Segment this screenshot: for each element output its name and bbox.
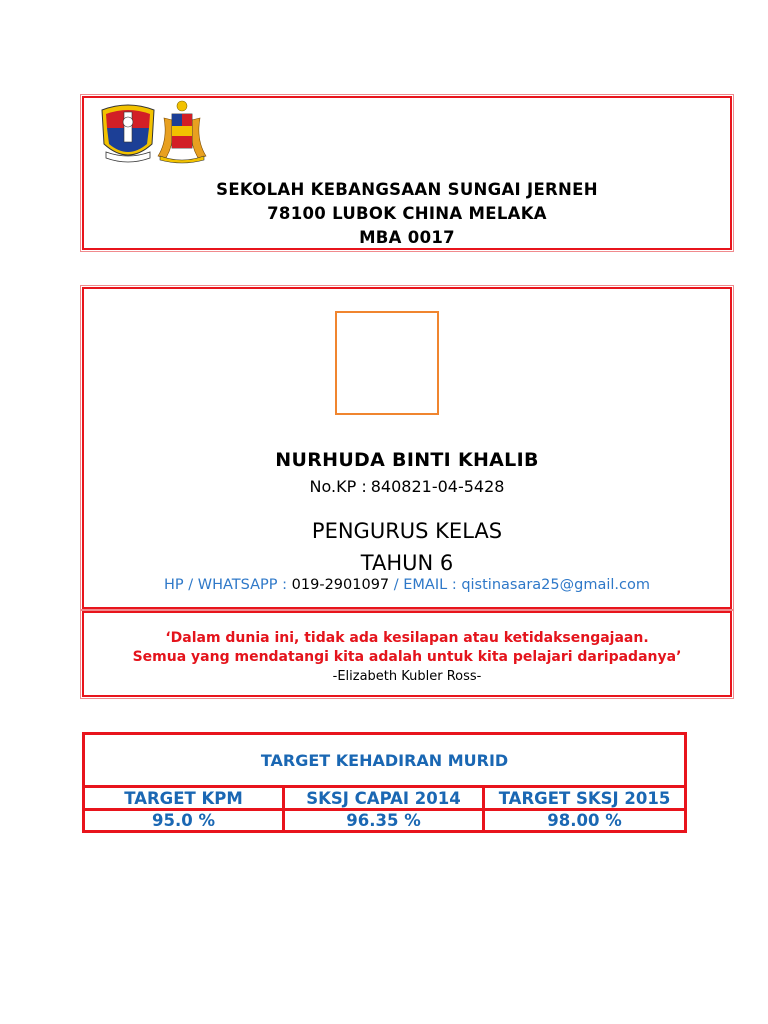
role-title: PENGURUS KELAS	[311, 519, 503, 543]
email-address[interactable]: qistinasara25@gmail.com	[461, 577, 650, 593]
header-target-sksj-2015: TARGET SKSJ 2015	[484, 787, 686, 810]
person-name: NURHUDA BINTI KHALIB	[275, 449, 539, 471]
value-target-sksj-2015: 98.00 %	[484, 810, 686, 832]
school-logos	[98, 100, 208, 166]
class-name: TAHUN 6	[360, 551, 454, 575]
school-header-box	[82, 96, 732, 250]
phone-label: HP / WHATSAPP :	[164, 577, 288, 593]
role-block	[84, 515, 730, 579]
state-coat-of-arms-icon	[158, 101, 206, 163]
photo-placeholder	[335, 311, 439, 415]
quote-text	[84, 629, 730, 667]
school-name: SEKOLAH KEBANGSAAN SUNGAI JERNEH	[216, 180, 598, 199]
ic-label: No.KP :	[309, 477, 367, 496]
header-target-kpm: TARGET KPM	[84, 787, 284, 810]
school-code: MBA 0017	[359, 228, 455, 247]
ic-value: 840821-04-5428	[370, 477, 505, 496]
contact-line	[84, 577, 730, 593]
attendance-target-table	[82, 732, 687, 833]
quote-line-2: Semua yang mendatangi kita adalah untuk kita pelajari daripadanya’	[132, 649, 682, 665]
phone-number: 019-2901097	[291, 577, 390, 593]
email-label: / EMAIL :	[393, 577, 457, 593]
ic-number	[84, 477, 730, 496]
quote-line-1: ‘Dalam dunia ini, tidak ada kesilapan atau ketidaksengajaan.	[165, 630, 649, 646]
school-crest-icon	[102, 105, 154, 162]
quote-box	[82, 611, 732, 697]
quote-author: -Elizabeth Kubler Ross-	[332, 669, 482, 684]
table-title: TARGET KEHADIRAN MURID	[84, 734, 686, 787]
profile-box	[82, 287, 732, 609]
school-details	[84, 178, 730, 250]
value-sksj-capai-2014: 96.35 %	[284, 810, 484, 832]
school-address: 78100 LUBOK CHINA MELAKA	[267, 204, 547, 223]
value-target-kpm: 95.0 %	[84, 810, 284, 832]
header-sksj-capai-2014: SKSJ CAPAI 2014	[284, 787, 484, 810]
